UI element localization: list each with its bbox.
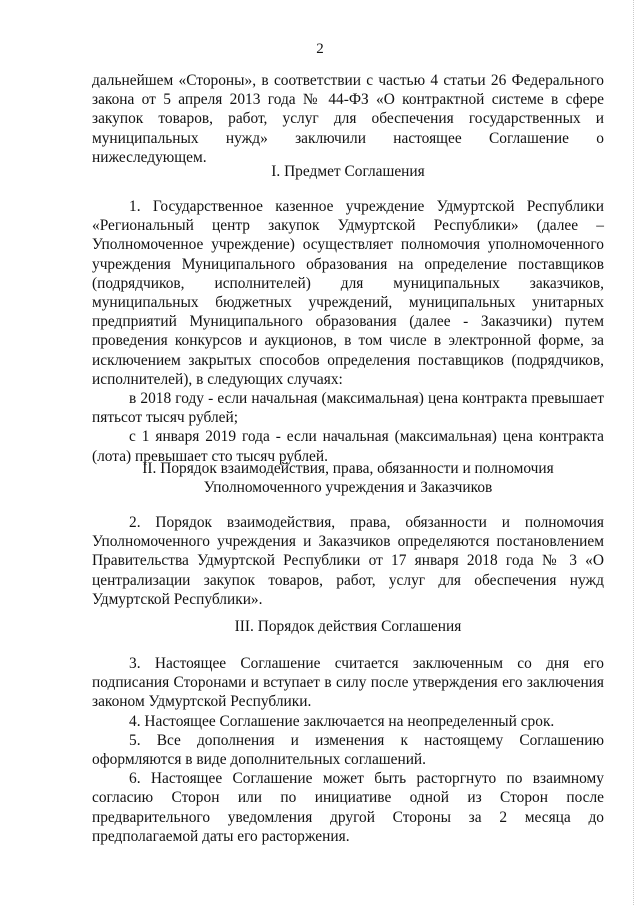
section-2-body: [92, 513, 604, 609]
clause-5-paragraph: 5. Все дополнения и изменения к настоящему Соглашению оформляются в виде дополнительных соглашений.: [92, 731, 604, 769]
clause-4-paragraph: 4. Настоящее Соглашение заключается на неопределенный срок.: [129, 712, 555, 730]
intro-paragraph: дальнейшем «Стороны», в соответствии с частью 4 статьи 26 Федерального закона от 5 апреля 2013 года № 44-ФЗ «О контрактной системе в сфере закупок товаров, работ, услуг для обеспечения государственных и муниципальных нужд» заключили настоящее Соглашение о нижеследующем.: [92, 72, 604, 166]
clause-1-case-2018: в 2018 году - если начальная (максимальная) цена контракта превышает пятьсот тысяч рублей;: [92, 390, 604, 427]
scan-edge-line: [632, 0, 634, 905]
clause-1-case-2019: с 1 января 2019 года - если начальная (максимальная) цена контракта (лота) превышает сто тысяч рублей.: [92, 428, 604, 465]
section-3-heading-block: [92, 617, 604, 636]
section-1-heading-block: [92, 162, 604, 181]
section-1-body: [92, 197, 604, 466]
section-3-body: [92, 654, 604, 846]
page-number: 2: [316, 41, 324, 57]
clause-6-paragraph: 6. Настоящее Соглашение может быть расторгнуто по взаимному согласию Сторон или по инициативе одной из Сторон после предварительного уведомления другой Стороны за 2 месяца до предполагаемой даты его расторжения.: [92, 770, 604, 845]
clause-1-paragraph: 1. Государственное казенное учреждение Удмуртской Республики «Региональный центр закупок Удмуртской Республики» (далее – Уполномоченное учреждение) осуществляет полномочия уполномоченного учреждения Муниципального образования на определение поставщиков (подрядчиков, исполнителей) для муниципальных заказчиков, муниципальных бюджетных учреждений, муниципальных унитарных предприятий Муниципального образования (далее - Заказчики) путем проведения конкурсов и аукционов, в том числе в электронной форме, за исключением закрытых способов определения поставщиков (подрядчиков, исполнителей), в следующих случаях:: [92, 198, 604, 388]
clause-2-paragraph: 2. Порядок взаимодействия, права, обязанности и полномочия Уполномоченного учреждения и Заказчиков определяются постановлением Правительства Удмуртской Республики от 17 января 2018 года № 3 «О централизации закупок товаров, работ, услуг для обеспечения нужд Удмуртской Республики».: [92, 514, 604, 608]
section-1-heading: I. Предмет Соглашения: [271, 163, 425, 180]
section-2-heading-line-2: Уполномоченного учреждения и Заказчиков: [203, 479, 493, 497]
clause-3-paragraph: 3. Настоящее Соглашение считается заключенным со дня его подписания Сторонами и вступает в силу после утверждения его заключения законом Удмуртской Республики.: [92, 655, 604, 711]
section-3-heading: III. Порядок действия Соглашения: [234, 618, 462, 635]
intro-block: [92, 71, 604, 167]
section-2-heading-line-1: II. Порядок взаимодействия, права, обязанности и полномочия: [142, 460, 554, 477]
section-2-heading-block: [92, 459, 604, 497]
